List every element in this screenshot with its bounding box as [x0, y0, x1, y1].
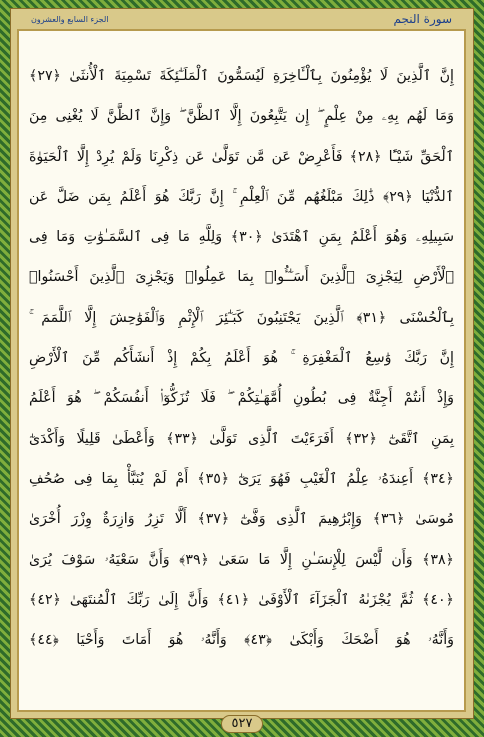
text-block — [29, 56, 454, 660]
page-number: ٥٢٧ — [221, 715, 264, 733]
text-line: بِٱلْحُسْنَى ﴿٣١﴾ ٱلَّذِينَ يَجْتَنِبُونَ كَبَـٰٓئِرَ ٱلْإِثْمِ وَٱلْفَوَٰحِشَ إِلَّا ٱللَّمَمَ ۚ — [29, 309, 454, 326]
surah-name: سورة النجم — [393, 12, 452, 26]
juz-label: الجزء السابع والعشرون — [31, 14, 109, 24]
text-line: بِمَنِ ٱتَّقَىٰٓ ﴿٣٢﴾ أَفَرَءَيْتَ ٱلَّذِى تَوَلَّىٰ ﴿٣٣﴾ وَأَعْطَىٰ قَلِيلًا وَأَكْدَىٰٓ — [29, 430, 454, 447]
text-line: سَبِيلِهِۦ وَهُوَ أَعْلَمُ بِمَنِ ٱهْتَدَىٰ ﴿٣٠﴾ وَلِلَّهِ مَا فِى ٱلسَّمَـٰوَٰتِ وَمَا فِى — [29, 229, 454, 246]
text-line: وَإِذْ أَنتُمْ أَجِنَّةٌ فِى بُطُونِ أُمَّهَـٰتِكُمْ ۖ فَلَا تُزَكُّوٓا۟ أَنفُسَكُمْ ۖ هُوَ أَعْلَمُ — [29, 390, 454, 407]
text-line: إِنَّ ٱلَّذِينَ لَا يُؤْمِنُونَ بِٱلْـَٔاخِرَةِ لَيُسَمُّونَ ٱلْمَلَـٰٓئِكَةَ تَسْمِيَةَ ٱلْأُنثَىٰ ﴿٢٧﴾ — [29, 68, 454, 84]
text-line: ﴿٣٤﴾ أَعِندَهُۥ عِلْمُ ٱلْغَيْبِ فَهُوَ يَرَىٰٓ ﴿٣٥﴾ أَمْ لَمْ يُنَبَّأْ بِمَا فِى صُحُفِ — [29, 470, 454, 487]
page-header — [17, 9, 466, 29]
text-line: ﴿٣٨﴾ وَأَن لَّيْسَ لِلْإِنسَـٰنِ إِلَّا مَا سَعَىٰ ﴿٣٩﴾ وَأَنَّ سَعْيَهُۥ سَوْفَ يُرَىٰ — [29, 551, 454, 568]
text-line: ٱلدُّنْيَا ﴿٢٩﴾ ذَٰلِكَ مَبْلَغُهُم مِّنَ ٱلْعِلْمِ ۚ إِنَّ رَبَّكَ هُوَ أَعْلَمُ بِمَن ضَلَّ عَن — [29, 188, 454, 205]
text-line: وَمَا لَهُم بِهِۦ مِنْ عِلْمٍ ۖ إِن يَتَّبِعُونَ إِلَّا ٱلظَّنَّ ۖ وَإِنَّ ٱلظَّنَّ لَا يُغْنِى مِنَ — [29, 108, 454, 125]
page-footer — [0, 714, 484, 734]
text-line: ﴿٤٠﴾ ثُمَّ يُجْزَىٰهُ ٱلْجَزَآءَ ٱلْأَوْفَىٰ ﴿٤١﴾ وَأَنَّ إِلَىٰ رَبِّكَ ٱلْمُنتَهَىٰ ﴿٤٢﴾ — [29, 591, 454, 608]
text-line: ٱلْحَقِّ شَيْـًٔا ﴿٢٨﴾ فَأَعْرِضْ عَن مَّن تَوَلَّىٰ عَن ذِكْرِنَا وَلَمْ يُرِدْ إِلَّا ٱلْحَيَوٰةَ — [29, 148, 455, 165]
text-line: وَأَنَّهُۥ هُوَ أَضْحَكَ وَأَبْكَىٰ ﴿٤٣﴾ وَأَنَّهُۥ هُوَ أَمَاتَ وَأَحْيَا ﴿٤٤﴾ — [29, 632, 454, 649]
text-line: إِنَّ رَبَّكَ وَٰسِعُ ٱلْمَغْفِرَةِ ۚ هُوَ أَعْلَمُ بِكُمْ إِذْ أَنشَأَكُم مِّنَ ٱلْأَرْضِ — [29, 350, 454, 367]
text-line: مُوسَىٰ ﴿٣٦﴾ وَإِبْرَٰهِيمَ ٱلَّذِى وَفَّىٰٓ ﴿٣٧﴾ أَلَّا تَزِرُ وَازِرَةٌ وِزْرَ أُخْرَىٰ — [29, 511, 454, 528]
text-line: ٱلْأَرْضِ لِيَجْزِىَ ٱلَّذِينَ أَسَـٰٓـُٔوا۟ بِمَا عَمِلُوا۟ وَيَجْزِىَ ٱلَّذِينَ أَحْسَنُوا۟ — [29, 269, 454, 286]
